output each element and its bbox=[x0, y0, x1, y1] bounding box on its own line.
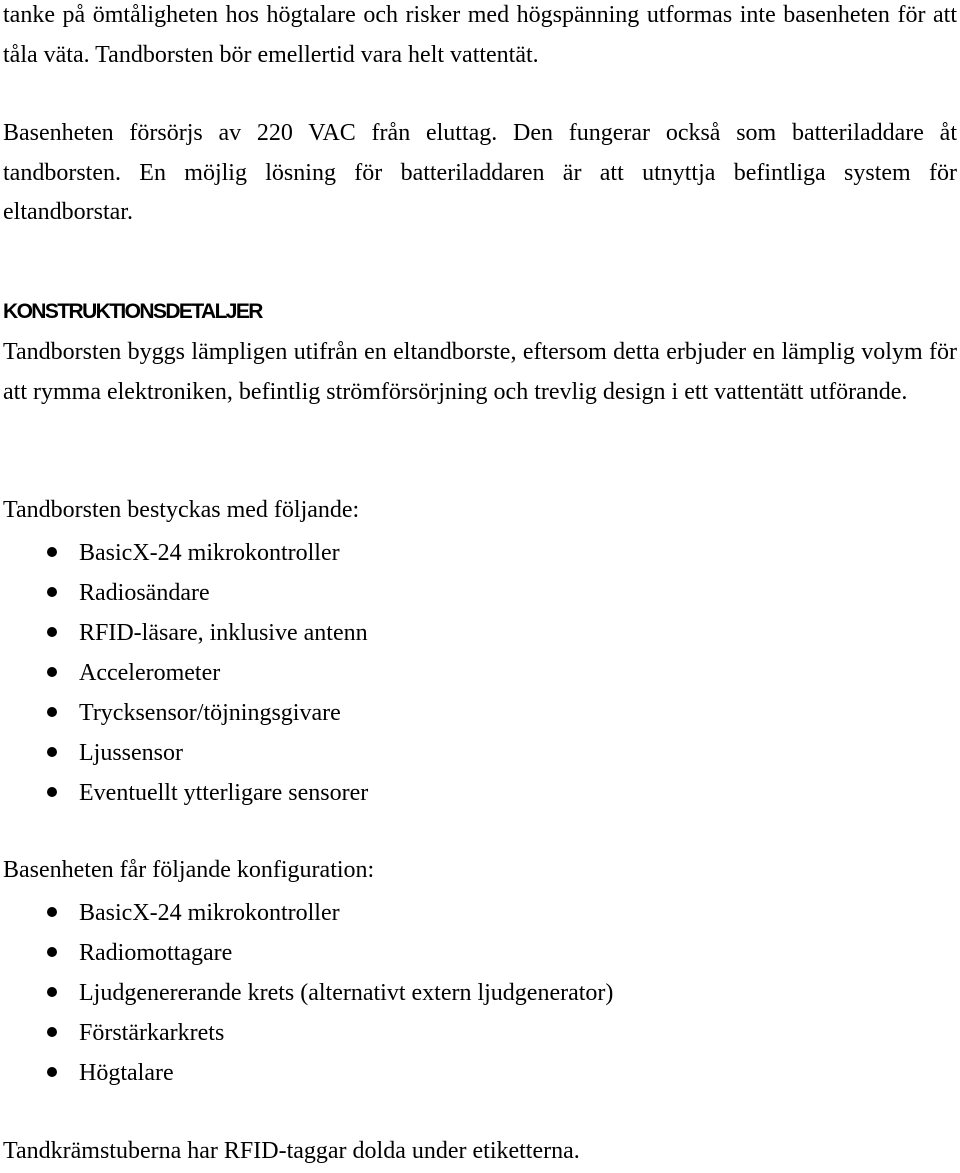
list-item-label: Ljudgenererande krets (alternativt extern ljudgenerator) bbox=[79, 980, 614, 1006]
toothbrush-list-intro: Tandborsten bestyckas med följande: bbox=[3, 497, 360, 523]
list-item bbox=[3, 893, 613, 933]
bullet-icon bbox=[47, 907, 57, 917]
list-item bbox=[3, 733, 368, 773]
bullet-icon bbox=[47, 787, 57, 797]
intro-paragraph: tanke på ömtåligheten hos högtalare och risker med högspänning utformas inte basenheten för att tåla väta. Tandborsten bör emellertid vara helt vattentät. bbox=[3, 2, 957, 68]
list-item-label: Ljussensor bbox=[79, 740, 183, 766]
list-item bbox=[3, 1053, 613, 1093]
list-item bbox=[3, 933, 613, 973]
list-item bbox=[3, 573, 368, 613]
bullet-icon bbox=[47, 667, 57, 677]
power-paragraph: Basenheten försörjs av 220 VAC från eluttag. Den fungerar också som batteriladdare åt tandborsten. En möjlig lösning för batteriladdaren är att utnyttja befintliga system för eltandborstar. bbox=[3, 120, 957, 225]
bullet-icon bbox=[47, 627, 57, 637]
list-item-label: Radiosändare bbox=[79, 580, 210, 606]
list-item bbox=[3, 973, 613, 1013]
rfid-paragraph: Tandkrämstuberna har RFID-taggar dolda under etiketterna. bbox=[3, 1138, 580, 1164]
list-item-label: Eventuellt ytterligare sensorer bbox=[79, 780, 369, 806]
list-item-label: Högtalare bbox=[79, 1060, 174, 1086]
list-item-label: RFID-läsare, inklusive antenn bbox=[79, 620, 368, 646]
bullet-icon bbox=[47, 1067, 57, 1077]
list-item bbox=[3, 1013, 613, 1053]
list-item-label: BasicX-24 mikrokontroller bbox=[79, 540, 340, 566]
bullet-icon bbox=[47, 987, 57, 997]
bullet-icon bbox=[47, 547, 57, 557]
list-item bbox=[3, 613, 368, 653]
bullet-icon bbox=[47, 747, 57, 757]
list-item bbox=[3, 693, 368, 733]
list-item bbox=[3, 653, 368, 693]
base-unit-list-intro: Basenheten får följande konfiguration: bbox=[3, 857, 375, 883]
list-item-label: Förstärkarkrets bbox=[79, 1020, 225, 1046]
design-paragraph: Tandborsten byggs lämpligen utifrån en eltandborste, eftersom detta erbjuder en lämplig volym för att rymma elektroniken, befintlig strömförsörjning och trevlig design i ett vattentätt utförande. bbox=[3, 339, 957, 405]
list-item bbox=[3, 533, 368, 573]
base-unit-component-list bbox=[3, 893, 613, 1093]
bullet-icon bbox=[47, 587, 57, 597]
bullet-icon bbox=[47, 1027, 57, 1037]
list-item-label: Trycksensor/töjningsgivare bbox=[79, 700, 341, 726]
toothbrush-component-list bbox=[3, 533, 368, 813]
list-item-label: BasicX-24 mikrokontroller bbox=[79, 900, 340, 926]
list-item-label: Accelerometer bbox=[79, 660, 221, 686]
section-heading: KONSTRUKTIONSDETALJER bbox=[3, 300, 262, 323]
bullet-icon bbox=[47, 707, 57, 717]
list-item bbox=[3, 773, 368, 813]
bullet-icon bbox=[47, 947, 57, 957]
list-item-label: Radiomottagare bbox=[79, 940, 233, 966]
